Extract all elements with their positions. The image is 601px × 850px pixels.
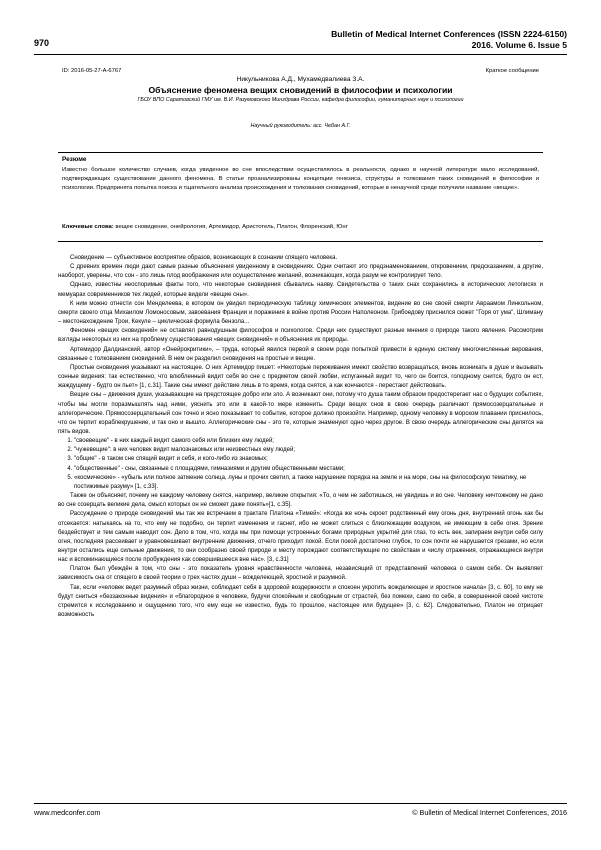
body-paragraph: Простые сновидения указывают на настоящее. О них Артемидор пишет: «Некоторые переживания имеют свойство возвращаться, вновь возникать в душе и вызывать сонные видения: так естественно, что влюбленный видит себя во сне с предметом своей любви, испуганный видит то, чего он боится, голодному снится, будто он ест, жаждущему - будто он пьет» [1, с.31]. Такие сны имеют действие лишь в то время, когда снятся, а как кончаются - перестают действовать. (58, 364, 543, 390)
body-paragraph: Так, если «человек ведет разумный образ жизни, соблюдает себя в здоровой воздержности и спокоен укротить вожделеющее и яростное начала» [3, с. 60], то ему не будут сниться «беззаконные видения» и «благородное в человеке, будучи спокойным и свободным от страстей, без помехи, само по себе, в совершенной своей чистоте стремится к исследованию и ощущению того, что ему еще не известно, будь то прошлое, настоящее или будущее» [3, с. 62]. Следовательно, Платон не отрицает возможность (58, 584, 543, 619)
body-paragraph: С древних времен люди дают самые разные объяснения увиденному в сновидениях. Одни считают это предзнаменованием, откровением, предсказанием, а другие, наоборот, уверены, что сон - это лишь плод воображения или осуществление желаний, возникающих, когда разум не контролирует тело. (58, 264, 543, 280)
dream-types-list (58, 437, 543, 492)
body-paragraph: Сновидение — субъективное восприятие образов, возникающих в сознании спящего человека. (70, 255, 338, 261)
body-paragraph: Также он объясняет, почему не каждому человеку снятся, например, великие открытия: «То, о чем не заботишься, не увидишь и во сне. Человеку ничтожному не дано во сне созерцать великие дела, смысл которых он не сможет даже понять»[1, с.35]. (58, 493, 543, 509)
article-advisor: Научный руководитель: асс. Чебан А.Г. (250, 123, 351, 129)
list-item: 2. "чужевещие": в них человек видит малознакомых или неизвестных ему людей; (74, 446, 543, 455)
footer-copyright: © Bulletin of Medical Internet Conferences, 2016 (412, 808, 567, 817)
list-item: 1. "своевещие" - в них каждый видит самого себя или близких ему людей; (74, 437, 543, 446)
page-number: 970 (34, 38, 50, 48)
list-item: 3. "общие" - в таком сне спящий видит и себя, и кого-либо из знакомых; (74, 455, 543, 464)
article-id: ID: 2016-05-27-A-6767 (62, 68, 122, 74)
abstract-text: Известно большое количество случаев, когда увиденное во сне впоследствии осуществлялось в реальности, однако в научной литературе мало исследований, подтверждающих существование данного феномена. В статье проанализированы концепции генезиса, структуры и толкования таких сновидений в философии и психологии. Предпринята попытка поиска и тщательного анализа происхождения и толкования сновидений, которые в ненаучной среде получили название «вещие». (62, 167, 539, 192)
body-paragraph: Платон был убеждён в том, что сны - это показатель уровня нравственности человека, независящий от представлений человека о самом себе. Он выявляет зависимость сна от спящего в своей теории о трех частях души – вожделеющей, яростной и разумной. (58, 566, 543, 582)
footer-website[interactable]: www.medconfer.com (34, 808, 101, 817)
article-authors: Никульникова А.Д., Мухамедвалиева З.А. (236, 76, 365, 83)
keywords (62, 223, 539, 232)
abstract-heading: Резюме (62, 156, 87, 163)
list-item: 4. "общественные" - сны, связанные с площадями, гимназиями и другим общественными местами; (74, 465, 543, 474)
keywords-label: Ключевые слова: (62, 224, 114, 230)
body-paragraph: Феномен «вещих сновидений» не оставлял равнодушным философов и психологов. Среди них существуют разные мнения о природе такого явления. Рассмотрим взгляды некоторых из них на проблему существования «вещих сновидений» и объяснения их природы. (58, 328, 543, 344)
footer-divider (34, 803, 567, 804)
journal-issue: 2016. Volume 6. Issue 5 (471, 40, 567, 50)
article-type: Краткое сообщение (485, 68, 539, 74)
list-item: 5. «космические» - «убыль или полное затмение солнца, луны и прочих светил, а также нарушение порядка на земле и на море, сны на философскую тематику, не постижимые разуму» [1, с.33]. (74, 474, 543, 492)
article-title: Объяснение феномена вещих сновидений в философии и психологии (148, 85, 453, 95)
body-paragraph: Однако, известны неоспоримые факты того, что некоторые сновидения сбывались наяву. Свидетельства о таких снах сохранились в историческиx летописях и мемуарах современников тех людей, которые видели «вещие сны». (58, 282, 543, 298)
body-paragraph: Рассуждение о природе сновидений мы так же встречаем в трактате Платона «Тимей»: «Когда же ночь скроет родственный ему огонь дня, внутренний огонь как бы отсекается: натыкаясь на то, что ему не подобно, он терпит изменения и гаснет, ибо не может слиться с близлежащим воздухом, не имеющим в себе огня. Зрение бездействует и тем самым наводит сон. Дело в том, что, когда мы при помощи устроенных богами природных укрытий для глаз, то есть век, запираем внутри себя силу огня, последняя рассеивает и уравновешивает внутренние движения, отчего приходит покой. Если покой достаточно глубок, то сон почти не нарушается грезами, но если внутри остались еще сильные движения, то они сообразно своей природе и месту порождают соответствующие по свойствам и числу отражения, отражающиеся внутри нас и вспоминающиеся после пробуждения как совершившееся вне нас». [3, с.31] (58, 511, 543, 564)
keywords-list: вещее сновидение, онейрология, Артемидор, Аристотель, Платон, Флоренский, Юнг (115, 224, 348, 230)
body-paragraph: К ним можно отнести сон Менделеева, в котором он увидел периодическую таблицу химических элементов, видение во сне своей смерти Авраамом Линкольном, смерти своего отца Михаилом Ломоносовым, завоевания Франции и поражения в войне против России Наполеоном. Грибоедову приснился сюжет "Горя от ума", Шлиману – местонахождение Трои, Кекуле – циклическая формула бензола... (58, 300, 543, 326)
abstract-section (58, 152, 543, 242)
journal-header (267, 29, 567, 51)
body-paragraph: Артемидор Далдианский, автор «Онейрокритики», – труда, который явился первой в своем роде попыткой привести в единую систему многочисленные верования, связанные с толкованием сновидений. В нем он разделил сновидения на простые и вещие. (58, 346, 543, 362)
header-divider (34, 54, 567, 55)
article-affiliation: ГБОУ ВПО Саратовский ГМУ им. В.И. Разумовского Минздрава России, кафедра философии, гуманитарных наук и психологии (137, 97, 464, 103)
body-paragraph: Вещие сны – движения души, указывающие на предстоящее добро или зло. А возникают они, потому что душа таким образом предостерегает нас о будущих событиях, чтобы мы могли поразмышлять над ними, уяснить это или в какой-то мере изменить. Среди вещих снов в свою очередь различают прямосозерцательные и аллегорические. Прямосозерцательный сон точно и ясно показывает то событие, которое должно произойти. Например, одному человеку в морском плавании приснилось, что он терпит кораблекрушение, и так оно и вышло. Аллегорические сны - это те, которые знаменуют одно через другое. В свою очередь аллегорические сны делятся на пять видов. (58, 392, 543, 435)
article-body (58, 254, 543, 620)
journal-title: Bulletin of Medical Internet Conferences (ISSN 2224-6150) (331, 29, 567, 39)
